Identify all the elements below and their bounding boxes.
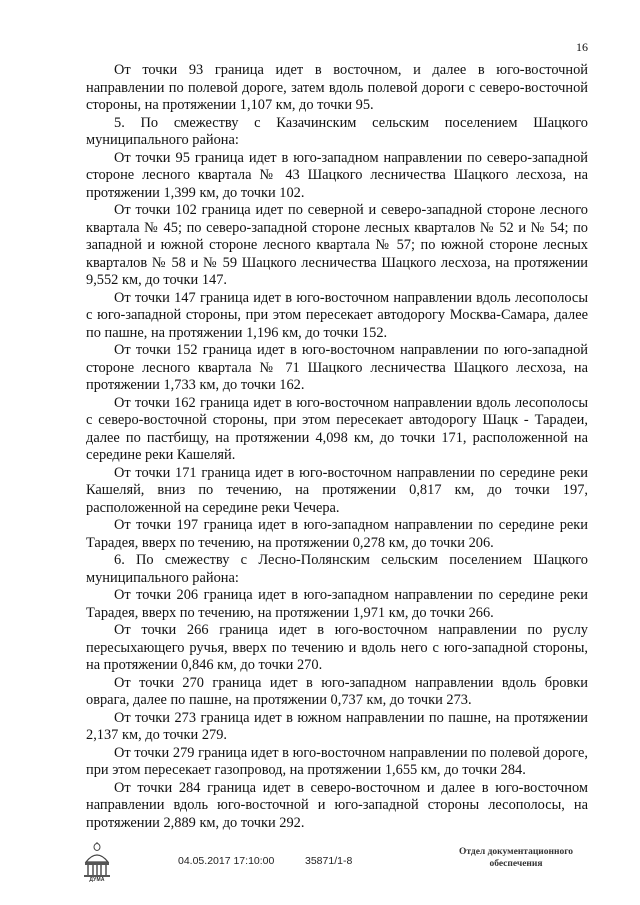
paragraph: От точки 197 граница идет в юго-западном направлении по середине реки Тарадея, вверх по течению, на протяжении 0,278 км, до точки 206. <box>86 517 588 551</box>
department-stamp <box>436 846 596 870</box>
department-stamp-line: Отдел документационного <box>458 847 574 857</box>
registration-timestamp: 04.05.2017 17:10:00 <box>178 855 275 867</box>
duma-seal-icon <box>80 842 114 890</box>
seal-label: ДУМА <box>89 877 105 883</box>
paragraph: От точки 270 граница идет в юго-западном направлении вдоль бровки оврага, далее по пашне, на протяжении 0,737 км, до точки 273. <box>86 674 588 708</box>
page-number: 16 <box>576 40 588 54</box>
paragraph: От точки 171 граница идет в юго-восточном направлении по середине реки Кашеляй, вниз по течению, на протяжении 0,817 км, до точки 197, расположенной на середине реки Чечера. <box>86 464 588 516</box>
paragraph: От точки 152 граница идет в юго-восточном направлении по юго-западной стороне лесного квартала № 71 Шацкого лесничества Шацкого лесхоза, на протяжении 1,733 км, до точки 162. <box>86 342 588 393</box>
paragraph: От точки 284 граница идет в северо-восточном и далее в юго-восточном направлении вдоль юго-восточной и юго-западной стороны лесополосы, на протяжении 2,889 км, до точки 292. <box>86 779 588 831</box>
paragraph: От точки 93 граница идет в восточном, и далее в юго-восточной направлении по полевой дороге, затем вдоль полевой дороги с северо-восточной стороны, на протяжении 1,107 км, до точки 95. <box>86 62 588 113</box>
paragraph: От точки 102 граница идет по северной и северо-западной стороне лесного квартала № 45; по северо-западной стороне лесных кварталов № 52 и № 54; по западной и южной стороне лесного квартала № 57; по южной стороне лесных кварталов № 58 и № 59 Шацкого лесничества Шацкого лесхоза, на протяжении 9,552 км, до точки 147. <box>86 202 588 288</box>
registration-number: 35871/1-8 <box>305 855 353 867</box>
paragraph: От точки 162 граница идет в юго-восточном направлении вдоль лесополосы с северо-восточной стороны, при этом пересекает автодорогу Шацк - Тарадеи, далее по пастбищу, на протяжении 4,098 км, до точки 171, расположенной на середине реки Кашеляй. <box>86 394 588 463</box>
paragraph: От точки 279 граница идет в юго-восточном направлении по полевой дороге, при этом пересекает газопровод, на протяжении 1,655 км, до точки 284. <box>86 744 588 778</box>
paragraph: От точки 273 граница идет в южном направлении по пашне, на протяжении 2,137 км, до точки 279. <box>86 709 588 743</box>
paragraph: От точки 266 граница идет в юго-восточном направлении по руслу пересыхающего ручья, вверх по течению и вдоль него с юго-западной стороны, на протяжении 0,846 км, до точки 270. <box>86 622 588 673</box>
document-body <box>86 62 588 832</box>
document-footer <box>80 842 600 892</box>
paragraph: От точки 206 граница идет в юго-западном направлении по середине реки Тарадея, вверх по течению, на протяжении 1,971 км, до точки 266. <box>86 587 588 621</box>
section-heading: 6. По смежеству с Лесно-Полянским сельским поселением Шацкого муниципального района: <box>86 552 588 586</box>
paragraph: От точки 147 граница идет в юго-восточном направлении вдоль лесополосы с юго-западной стороны, при этом пересекает автодорогу Москва-Самара, далее по пашне, на протяжении 1,196 км, до точки 152. <box>86 289 588 341</box>
section-heading: 5. По смежеству с Казачинским сельским поселением Шацкого муниципального района: <box>86 114 588 148</box>
paragraph: От точки 95 граница идет в юго-западном направлении по северо-западной стороне лесного квартала № 43 Шацкого лесничества Шацкого лесхоза, на протяжении 1,399 км, до точки 102. <box>86 149 588 201</box>
department-stamp-line: обеспечения <box>489 859 543 869</box>
